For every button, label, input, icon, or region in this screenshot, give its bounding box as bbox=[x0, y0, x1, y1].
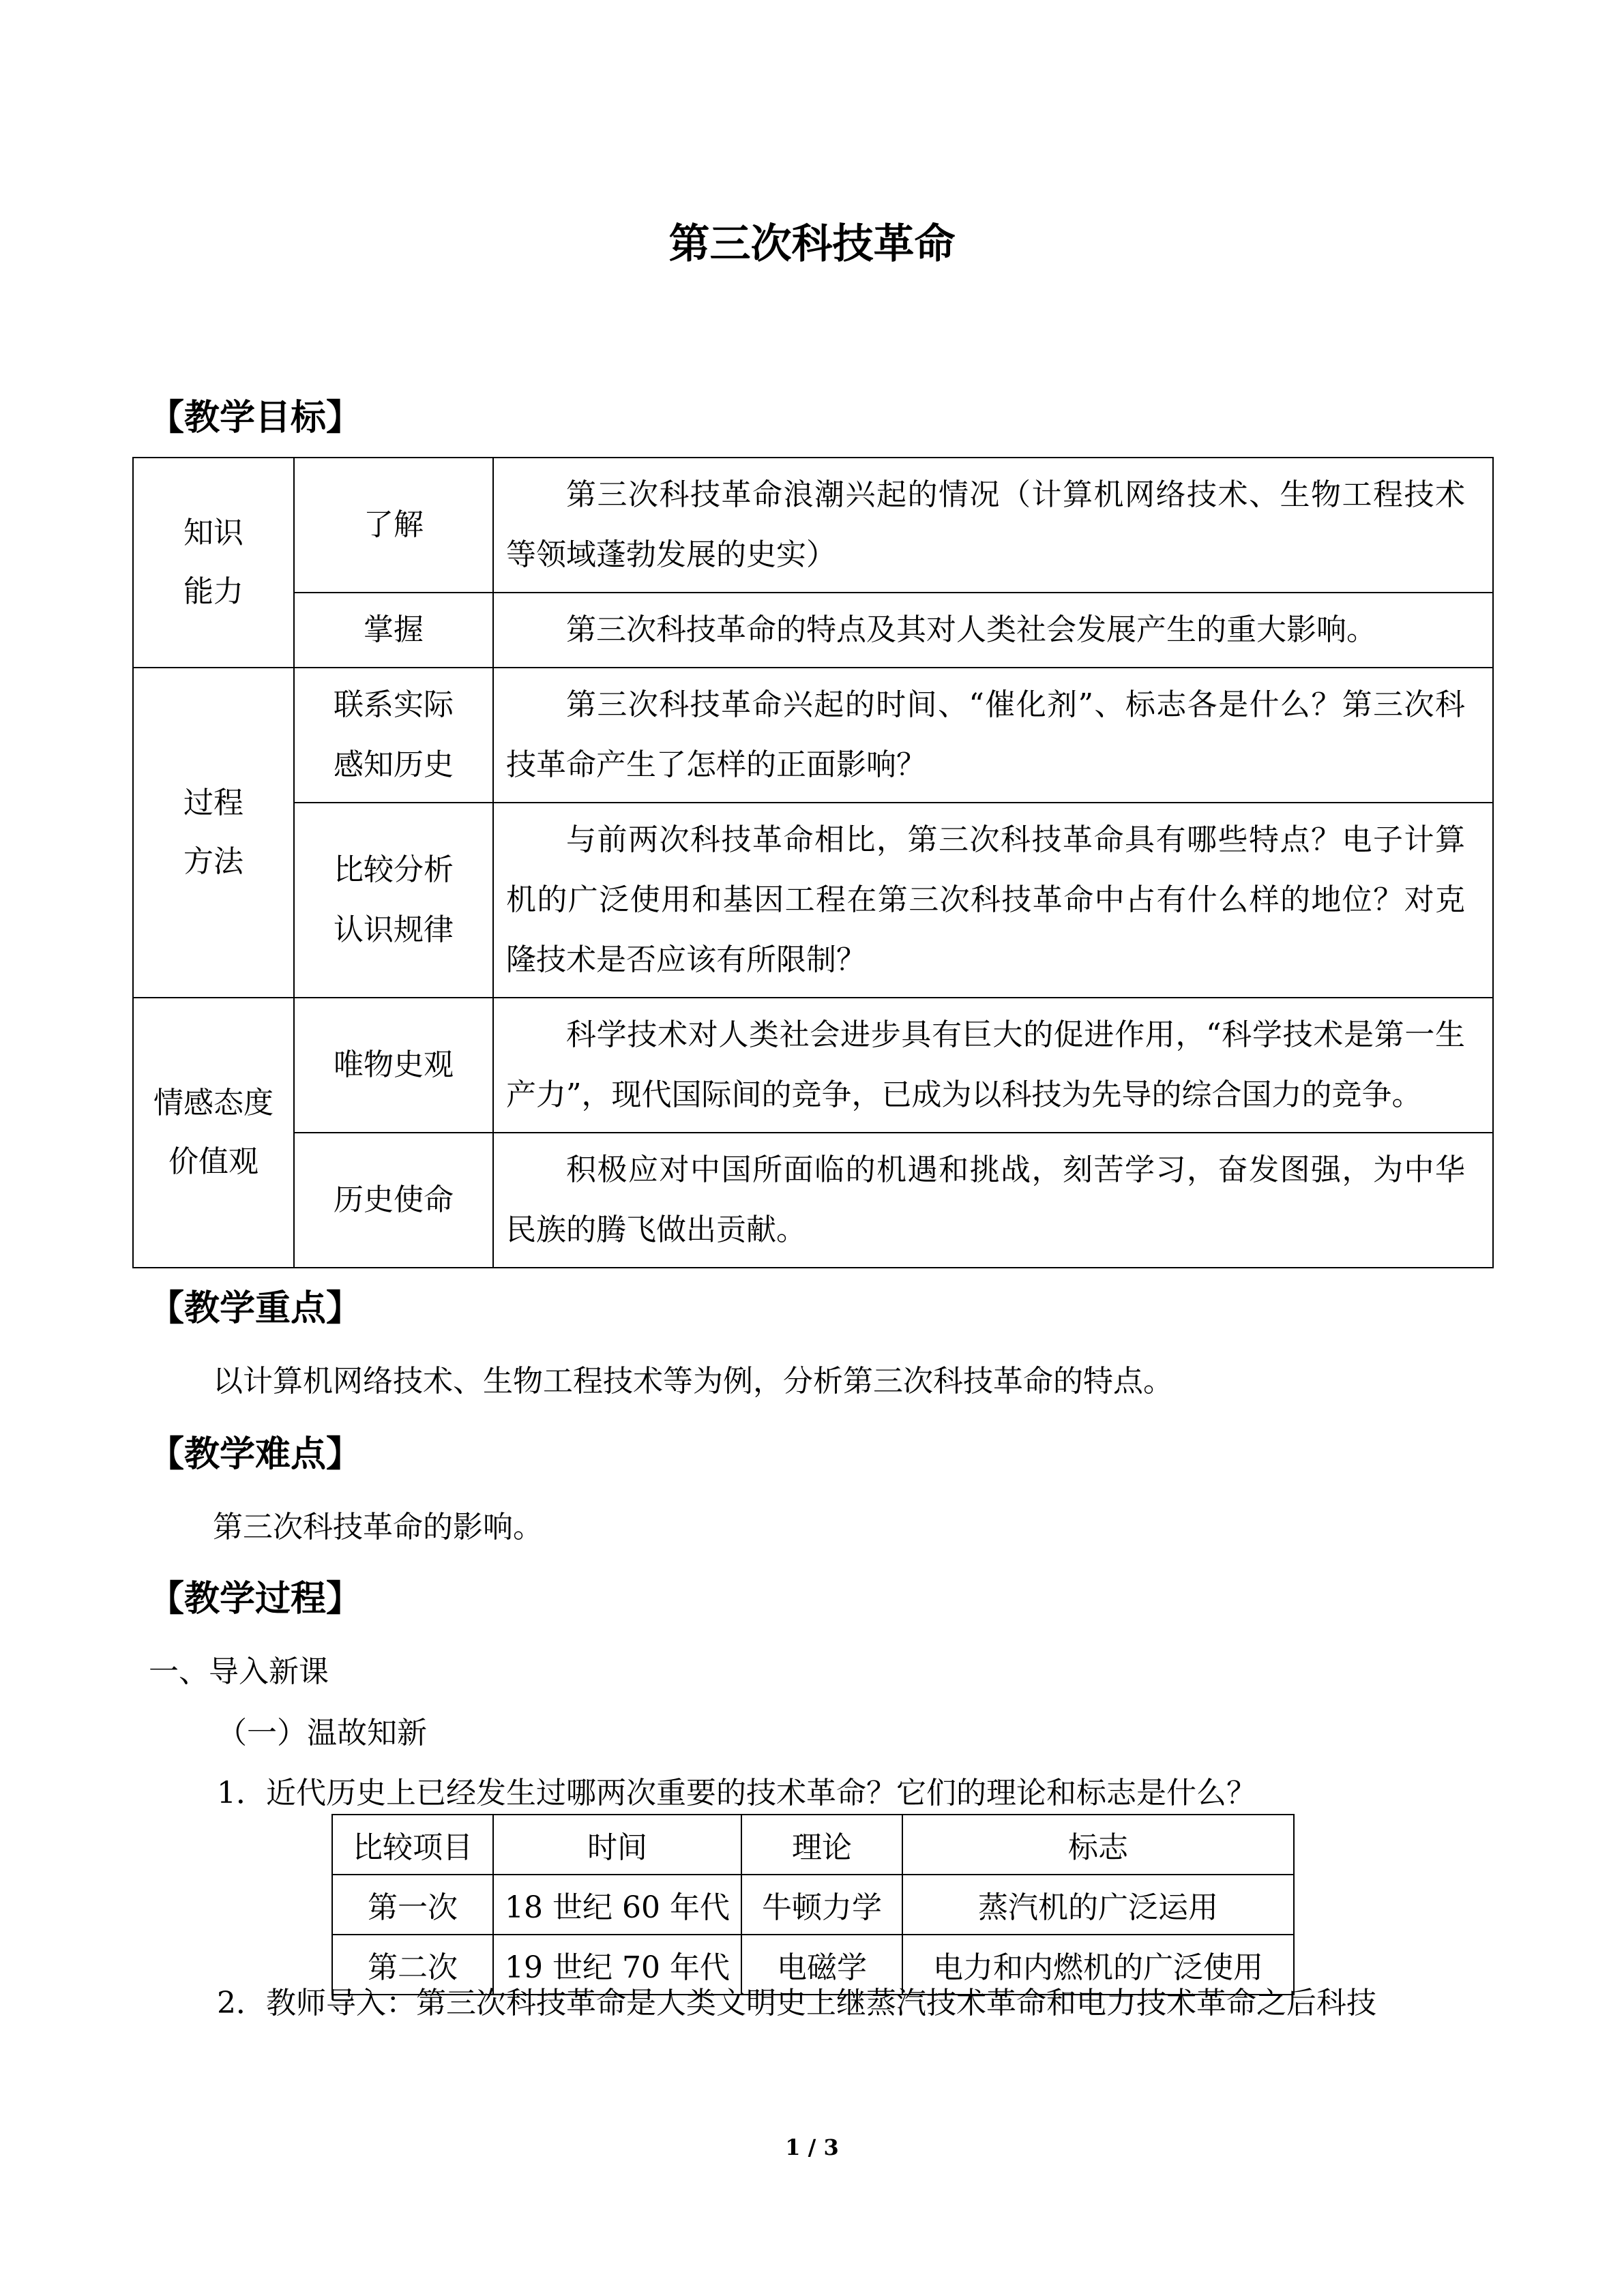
table-cell: 18 世纪 60 年代 bbox=[493, 1875, 741, 1935]
table-header: 时间 bbox=[493, 1815, 741, 1875]
table-cell: 电磁学 bbox=[741, 1935, 902, 1995]
section-heading-difficulties: 【教学难点】 bbox=[149, 1434, 362, 1475]
difficulties-text: 第三次科技革命的影响。 bbox=[213, 1510, 543, 1545]
subcategory-cell: 联系实际 感知历史 bbox=[294, 668, 493, 803]
process-step-1: 一、导入新课 bbox=[149, 1654, 329, 1689]
description-cell: 第三次科技革命的特点及其对人类社会发展产生的重大影响。 bbox=[493, 593, 1493, 668]
table-row bbox=[133, 998, 1493, 1133]
table-cell: 第一次 bbox=[332, 1875, 493, 1935]
table-row bbox=[332, 1875, 1294, 1935]
table-cell: 第二次 bbox=[332, 1935, 493, 1995]
table-row bbox=[133, 1133, 1493, 1268]
category-cell: 知识 能力 bbox=[133, 458, 294, 668]
objectives-table bbox=[132, 457, 1494, 1268]
section-heading-key-points: 【教学重点】 bbox=[149, 1288, 362, 1329]
table-cell: 19 世纪 70 年代 bbox=[493, 1935, 741, 1995]
table-cell: 蒸汽机的广泛运用 bbox=[902, 1875, 1294, 1935]
section-heading-process: 【教学过程】 bbox=[149, 1579, 362, 1620]
table-row bbox=[133, 458, 1493, 593]
comparison-table bbox=[331, 1814, 1295, 1995]
table-cell: 电力和内燃机的广泛使用 bbox=[902, 1935, 1294, 1995]
subcategory-cell: 比较分析 认识规律 bbox=[294, 803, 493, 998]
process-subsection: （一）温故知新 bbox=[217, 1716, 427, 1750]
page-number: 1 / 3 bbox=[785, 2134, 839, 2160]
description-cell: 科学技术对人类社会进步具有巨大的促进作用，“科学技术是第一生产力”，现代国际间的竞争，已成为以科技为先导的综合国力的竞争。 bbox=[493, 998, 1493, 1133]
question-1: 1．近代历史上已经发生过哪两次重要的技术革命？它们的理论和标志是什么？ bbox=[217, 1776, 1256, 1810]
table-header: 比较项目 bbox=[332, 1815, 493, 1875]
page-title: 第三次科技革命 bbox=[668, 220, 956, 268]
key-points-text: 以计算机网络技术、生物工程技术等为例，分析第三次科技革命的特点。 bbox=[213, 1364, 1173, 1399]
description-cell: 与前两次科技革命相比，第三次科技革命具有哪些特点？电子计算机的广泛使用和基因工程在第三次科技革命中占有什么样的地位？对克隆技术是否应该有所限制？ bbox=[493, 803, 1493, 998]
subcategory-cell: 唯物史观 bbox=[294, 998, 493, 1133]
description-cell: 第三次科技革命兴起的时间、“催化剂”、标志各是什么？第三次科技革命产生了怎样的正面影响？ bbox=[493, 668, 1493, 803]
table-row bbox=[133, 593, 1493, 668]
table-cell: 牛顿力学 bbox=[741, 1875, 902, 1935]
table-header-row bbox=[332, 1815, 1294, 1875]
table-header: 理论 bbox=[741, 1815, 902, 1875]
subcategory-cell: 历史使命 bbox=[294, 1133, 493, 1268]
subcategory-cell: 掌握 bbox=[294, 593, 493, 668]
table-row bbox=[133, 803, 1493, 998]
description-cell: 第三次科技革命浪潮兴起的情况（计算机网络技术、生物工程技术等领域蓬勃发展的史实） bbox=[493, 458, 1493, 593]
section-heading-objectives: 【教学目标】 bbox=[149, 398, 362, 438]
subcategory-cell: 了解 bbox=[294, 458, 493, 593]
category-cell: 情感态度 价值观 bbox=[133, 998, 294, 1268]
description-cell: 积极应对中国所面临的机遇和挑战，刻苦学习，奋发图强，为中华民族的腾飞做出贡献。 bbox=[493, 1133, 1493, 1268]
category-cell: 过程 方法 bbox=[133, 668, 294, 998]
table-row bbox=[133, 668, 1493, 803]
table-header: 标志 bbox=[902, 1815, 1294, 1875]
question-2: 2．教师导入：第三次科技革命是人类文明史上继蒸汽技术革命和电力技术革命之后科技 bbox=[217, 1986, 1376, 2021]
